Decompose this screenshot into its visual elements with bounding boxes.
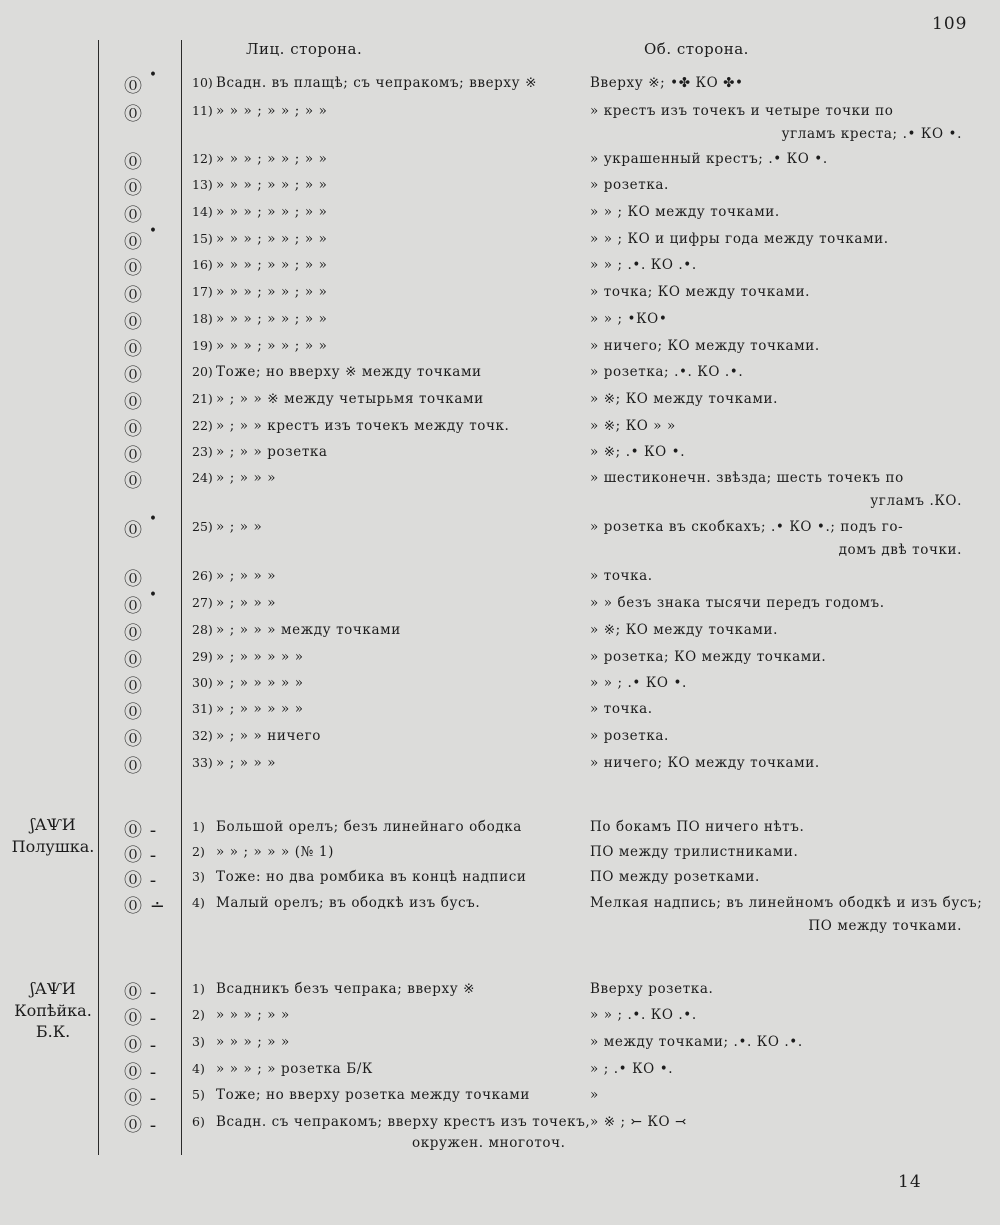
row-number: 1) <box>192 819 205 834</box>
obverse-text: Тоже; но вверху розетка между точками <box>216 1087 531 1103</box>
column-rule-right <box>181 40 182 1155</box>
section-mark: Б.К. <box>35 1022 71 1042</box>
obverse-text: Большой орелъ; безъ линейнаго ободка <box>216 819 522 835</box>
coin-mark: ⓪ ∸ <box>124 896 166 917</box>
reverse-text: » между точками; .•. КО .•. <box>590 1034 803 1050</box>
coin-mark: ⓪ <box>124 76 143 97</box>
obverse-text: » ; » » » <box>216 470 277 486</box>
header-obverse: Лиц. сторона. <box>246 40 363 58</box>
row-number: 19) <box>192 338 213 353</box>
section-polushka <box>10 814 96 857</box>
section-title: ʃАѰИ <box>30 815 76 834</box>
obverse-text: » » » ; » » ; » » <box>216 311 328 327</box>
reverse-text: Вверху ※; •✤ КО ✤• <box>590 75 744 91</box>
mark-dot: • <box>149 511 158 527</box>
reverse-text-cont: ПО между точками. <box>808 918 962 934</box>
row-number: 10) <box>192 75 213 90</box>
obverse-text: » ; » » » » » <box>216 701 304 717</box>
row-number: 31) <box>192 701 213 716</box>
reverse-text: » ※; КО » » <box>590 418 676 434</box>
coin-mark: ⓪ <box>124 312 143 333</box>
row-number: 2) <box>192 844 205 859</box>
row-number: 3) <box>192 1034 205 1049</box>
coin-mark: ⓪ <box>124 104 143 125</box>
reverse-text: » ※; КО между точками. <box>590 622 778 638</box>
row-number: 2) <box>192 1007 205 1022</box>
reverse-text: » » ; КО между точками. <box>590 204 780 220</box>
row-number: 16) <box>192 257 213 272</box>
row-number: 11) <box>192 103 213 118</box>
obverse-text: » ; » » » » » <box>216 649 304 665</box>
reverse-text: Вверху розетка. <box>590 981 714 997</box>
row-number: 12) <box>192 151 213 166</box>
coin-mark: ⓪ <box>124 232 143 253</box>
obverse-text: » ; » » розетка <box>216 444 328 460</box>
row-number: 24) <box>192 470 213 485</box>
obverse-text: » ; » » крестъ изъ точекъ между точк. <box>216 418 510 434</box>
reverse-text: » точка. <box>590 568 653 584</box>
reverse-text: » розетка; .•. КО .•. <box>590 364 744 380</box>
coin-mark: ⓪ <box>124 365 143 386</box>
row-number: 29) <box>192 649 213 664</box>
row-number: 18) <box>192 311 213 326</box>
obverse-text: » » » ; » » ; » » <box>216 231 328 247</box>
coin-mark: ⓪ <box>124 392 143 413</box>
coin-mark: ⓪ - <box>124 845 158 866</box>
coin-mark: ⓪ - <box>124 982 158 1003</box>
row-number: 1) <box>192 981 205 996</box>
reverse-text: » шестиконечн. звѣзда; шесть точекъ по <box>590 470 904 486</box>
reverse-text: » ничего; КО между точками. <box>590 338 820 354</box>
coin-mark: ⓪ <box>124 339 143 360</box>
row-number: 26) <box>192 568 213 583</box>
reverse-text: » » ; •КО• <box>590 311 668 327</box>
obverse-text: » ; » » <box>216 519 263 535</box>
row-number: 21) <box>192 391 213 406</box>
obverse-text: » » » ; » » ; » » <box>216 338 328 354</box>
reverse-text-cont: угламъ .КО. <box>870 493 962 509</box>
row-number: 4) <box>192 895 205 910</box>
coin-mark: ⓪ - <box>124 1115 158 1136</box>
coin-mark: ⓪ <box>124 569 143 590</box>
row-number: 28) <box>192 622 213 637</box>
coin-mark: ⓪ <box>124 729 143 750</box>
obverse-text: » ; » » » <box>216 568 277 584</box>
row-number: 17) <box>192 284 213 299</box>
obverse-text: » ; » » » между точками <box>216 622 401 638</box>
reverse-text: ПО между трилистниками. <box>590 844 799 860</box>
coin-mark: ⓪ <box>124 702 143 723</box>
coin-mark: ⓪ - <box>124 1035 158 1056</box>
coin-mark: ⓪ <box>124 471 143 492</box>
reverse-text: » розетка. <box>590 177 669 193</box>
reverse-text: » ※ ; ⤚ КО ⤙ <box>590 1114 687 1130</box>
reverse-text-cont: домъ двѣ точки. <box>838 542 962 558</box>
coin-mark: ⓪ - <box>124 820 158 841</box>
section-subtitle: Полушка. <box>11 836 95 856</box>
obverse-text: » ; » » ничего <box>216 728 322 744</box>
obverse-text: » » » ; » » ; » » <box>216 257 328 273</box>
reverse-text: » » ; .• КО •. <box>590 675 687 691</box>
reverse-text: » точка. <box>590 701 653 717</box>
column-rule-left <box>98 40 99 1155</box>
obverse-text: Тоже; но вверху ※ между точками <box>216 364 482 380</box>
section-title: ʃАѰИ <box>30 979 76 998</box>
obverse-text: » » » ; » » ; » » <box>216 284 328 300</box>
row-number: 27) <box>192 595 213 610</box>
row-number: 20) <box>192 364 213 379</box>
obverse-text: » ; » » » <box>216 595 277 611</box>
row-number: 30) <box>192 675 213 690</box>
footer-signature: 14 <box>898 1172 922 1192</box>
row-number: 4) <box>192 1061 205 1076</box>
reverse-text-cont: угламъ креста; .• КО •. <box>781 126 962 142</box>
reverse-text: » » ; .•. КО .•. <box>590 257 697 273</box>
coin-mark: ⓪ - <box>124 1008 158 1029</box>
coin-mark: ⓪ <box>124 419 143 440</box>
coin-mark: ⓪ <box>124 152 143 173</box>
section-subtitle: Копѣйка. <box>14 1000 92 1020</box>
row-number: 14) <box>192 204 213 219</box>
header-reverse: Об. сторона. <box>644 40 749 58</box>
reverse-text: » ※; .• КО •. <box>590 444 686 460</box>
mark-dot: • <box>149 587 158 603</box>
row-number: 13) <box>192 177 213 192</box>
obverse-text: Всадникъ безъ чепрака; вверху ※ <box>216 981 476 997</box>
coin-mark: ⓪ <box>124 258 143 279</box>
page-number: 109 <box>932 14 968 34</box>
coin-mark: ⓪ - <box>124 1088 158 1109</box>
reverse-text: » ничего; КО между точками. <box>590 755 820 771</box>
mark-dot: • <box>149 223 158 239</box>
row-number: 3) <box>192 869 205 884</box>
reverse-text: » » ; КО и цифры года между точками. <box>590 231 889 247</box>
row-number: 33) <box>192 755 213 770</box>
obverse-text: Малый орелъ; въ ободкѣ изъ бусъ. <box>216 895 481 911</box>
reverse-text: » розетка въ скобкахъ; .• КО •.; подъ го- <box>590 519 904 535</box>
row-number: 32) <box>192 728 213 743</box>
reverse-text: По бокамъ ПО ничего нѣтъ. <box>590 819 805 835</box>
reverse-text: Мелкая надпись; въ линейномъ ободкѣ и изъ бусъ; <box>590 895 983 911</box>
obverse-text: Всадн. въ плащѣ; съ чепракомъ; вверху ※ <box>216 75 537 91</box>
reverse-text: » розетка. <box>590 728 669 744</box>
section-kopeika <box>10 978 96 1043</box>
obverse-text: » ; » » ※ между четырьмя точками <box>216 391 484 407</box>
row-number: 5) <box>192 1087 205 1102</box>
row-number: 25) <box>192 519 213 534</box>
obverse-text: » » » ; » » ; » » <box>216 151 328 167</box>
row-number: 22) <box>192 418 213 433</box>
row-number: 15) <box>192 231 213 246</box>
obverse-text: » ; » » » » » <box>216 675 304 691</box>
reverse-text: » » ; .•. КО .•. <box>590 1007 697 1023</box>
coin-mark: ⓪ <box>124 596 143 617</box>
obverse-text: » » » ; » » <box>216 1034 290 1050</box>
coin-mark: ⓪ <box>124 756 143 777</box>
coin-mark: ⓪ <box>124 445 143 466</box>
coin-mark: ⓪ <box>124 676 143 697</box>
obverse-text: Всадн. съ чепракомъ; вверху крестъ изъ точекъ, <box>216 1114 591 1130</box>
obverse-text: » » » ; » » ; » » <box>216 103 328 119</box>
row-number: 6) <box>192 1114 205 1129</box>
obverse-text: » » » ; » » ; » » <box>216 204 328 220</box>
obverse-text: » » ; » » » (№ 1) <box>216 844 334 860</box>
obverse-text: » » » ; » » <box>216 1007 290 1023</box>
obverse-text: » » » ; » » ; » » <box>216 177 328 193</box>
coin-mark: ⓪ <box>124 520 143 541</box>
reverse-text: » украшенный крестъ; .• КО •. <box>590 151 828 167</box>
reverse-text: » точка; КО между точками. <box>590 284 811 300</box>
obverse-text: » ; » » » <box>216 755 277 771</box>
obverse-text: » » » ; » розетка Б/К <box>216 1061 373 1077</box>
reverse-text: » » безъ знака тысячи передъ годомъ. <box>590 595 885 611</box>
reverse-text: » розетка; КО между точками. <box>590 649 827 665</box>
coin-mark: ⓪ - <box>124 870 158 891</box>
coin-mark: ⓪ <box>124 285 143 306</box>
obverse-text: Тоже: но два ромбика въ концѣ надписи <box>216 869 527 885</box>
coin-mark: ⓪ <box>124 205 143 226</box>
reverse-text: » крестъ изъ точекъ и четыре точки по <box>590 103 894 119</box>
obverse-text-cont: окружен. многоточ. <box>412 1135 566 1151</box>
coin-mark: ⓪ - <box>124 1062 158 1083</box>
coin-mark: ⓪ <box>124 650 143 671</box>
row-number: 23) <box>192 444 213 459</box>
coin-mark: ⓪ <box>124 623 143 644</box>
reverse-text: » ※; КО между точками. <box>590 391 778 407</box>
reverse-text: ПО между розетками. <box>590 869 760 885</box>
reverse-text: » <box>590 1087 599 1103</box>
mark-dot: • <box>149 67 158 83</box>
coin-mark: ⓪ <box>124 178 143 199</box>
reverse-text: » ; .• КО •. <box>590 1061 674 1077</box>
